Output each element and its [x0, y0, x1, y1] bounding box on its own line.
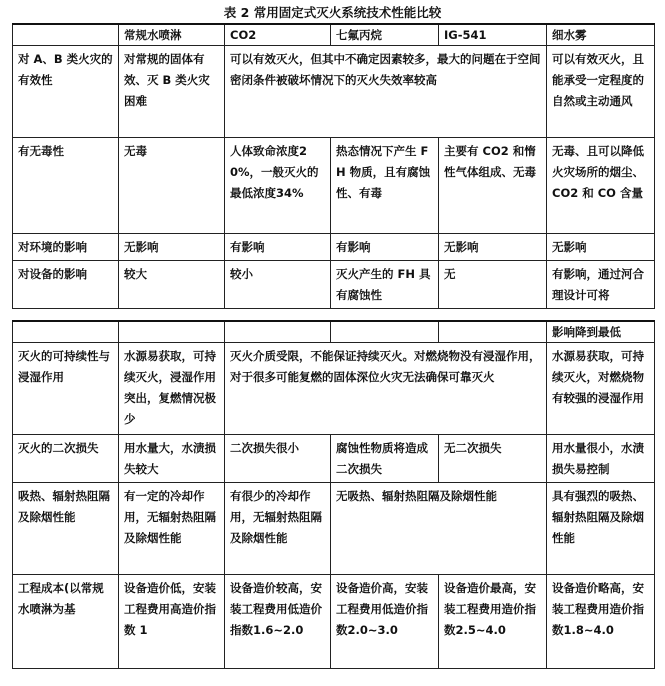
- table-cell: [119, 321, 225, 343]
- table-cell: 主要有 CO2 和惰性气体组成、无毒: [439, 138, 547, 234]
- table-cell: 用水量很小，水渍损失易控制: [547, 435, 655, 483]
- table-cell: 水源易获取，可持续灭火，对燃烧物有较强的浸湿作用: [547, 343, 655, 435]
- row-label: 灭火的二次损失: [13, 435, 119, 483]
- table-cell: 有很少的冷却作用，无辐射热阻隔及除烟性能: [225, 483, 331, 575]
- table-cell: 无二次损失: [439, 435, 547, 483]
- table-cell: 有影响: [225, 234, 331, 261]
- header-cell: 细水雾: [547, 24, 655, 46]
- table-cell: 可以有效灭火，但其中不确定因素较多，最大的问题在于空间密闭条件被破坏情况下的灭火失效率较高: [225, 46, 547, 138]
- table-cell: 有一定的冷却作用，无辐射热阻隔及除烟性能: [119, 483, 225, 575]
- table-cell: [13, 321, 119, 343]
- table-cell: 热态情况下产生 FH 物质，且有腐蚀性、有毒: [331, 138, 439, 234]
- row-label: 对设备的影响: [13, 261, 119, 309]
- row-label: 有无毒性: [13, 138, 119, 234]
- table-cell: 无毒、且可以降低火灾场所的烟尘、CO2 和 CO 含量: [547, 138, 655, 234]
- table-row: [13, 138, 655, 234]
- table-title: 表 2 常用固定式灭火系统技术性能比较: [223, 5, 442, 20]
- table-cell: 无吸热、辐射热阻隔及除烟性能: [331, 483, 547, 575]
- table-cell: 有影响: [331, 234, 439, 261]
- table-row: [13, 343, 655, 435]
- row-label: 吸热、辐射热阻隔及除烟性能: [13, 483, 119, 575]
- table-cell: [439, 321, 547, 343]
- table-cell: 二次损失很小: [225, 435, 331, 483]
- table-row: [13, 234, 655, 261]
- table-cell: 水源易获取，可持续灭火，浸湿作用突出，复燃情况极少: [119, 343, 225, 435]
- table-cell: 设备造价较高，安装工程费用低造价指数1.6~2.0: [225, 575, 331, 669]
- table-cell: 有影响，通过河合理设计可将: [547, 261, 655, 309]
- table-row: [13, 46, 655, 138]
- header-cell: IG-541: [439, 24, 547, 46]
- table-cell: 可以有效灭火，且能承受一定程度的自然或主动通风: [547, 46, 655, 138]
- table-cell: 设备造价低，安装工程费用高造价指数 1: [119, 575, 225, 669]
- table-cell: 无毒: [119, 138, 225, 234]
- table-cell: 设备造价略高，安装工程费用造价指数1.8~4.0: [547, 575, 655, 669]
- table-cell: 设备造价最高，安装工程费用造价指数2.5~4.0: [439, 575, 547, 669]
- table-cell: 人体致命浓度20%，一般灭火的最低浓度34%: [225, 138, 331, 234]
- table-row: [13, 261, 655, 309]
- table-cell: 腐蚀性物质将造成二次损失: [331, 435, 439, 483]
- table-cell: 灭火介质受限，不能保证持续灭火。对燃烧物没有浸湿作用，对于很多可能复燃的固体深位火灾无法确保可靠灭火: [225, 343, 547, 435]
- table-cell: 设备造价高，安装工程费用低造价指数2.0~3.0: [331, 575, 439, 669]
- row-label: 对环境的影响: [13, 234, 119, 261]
- table-cell: 无影响: [439, 234, 547, 261]
- table-cell: 较大: [119, 261, 225, 309]
- row-label: 对 A、B 类火灾的有效性: [13, 46, 119, 138]
- table-cell: 无影响: [547, 234, 655, 261]
- header-cell: [13, 24, 119, 46]
- table-cell: [225, 321, 331, 343]
- table-cell: 无: [439, 261, 547, 309]
- table-row: [13, 483, 655, 575]
- table-cell: 灭火产生的 FH 具有腐蚀性: [331, 261, 439, 309]
- header-cell: CO2: [225, 24, 331, 46]
- continuation-row: [13, 321, 655, 343]
- table-cell: 具有强烈的吸热、辐射热阻隔及除烟性能: [547, 483, 655, 575]
- row-label: 工程成本(以常规水喷淋为基: [13, 575, 119, 669]
- table-cell: 对常规的固体有效、灭 B 类火灾困难: [119, 46, 225, 138]
- table-cell: [331, 321, 439, 343]
- row-label: 灭火的可持续性与浸湿作用: [13, 343, 119, 435]
- table-row: [13, 575, 655, 669]
- comparison-table-part-1: [12, 23, 655, 309]
- table-cell: 影响降到最低: [547, 321, 655, 343]
- table-cell: 用水量大，水渍损失较大: [119, 435, 225, 483]
- header-cell: 七氟丙烷: [331, 24, 439, 46]
- table-cell: 无影响: [119, 234, 225, 261]
- header-row: [13, 24, 655, 46]
- header-cell: 常规水喷淋: [119, 24, 225, 46]
- table-cell: 较小: [225, 261, 331, 309]
- table-row: [13, 435, 655, 483]
- comparison-table-part-2: [12, 320, 655, 669]
